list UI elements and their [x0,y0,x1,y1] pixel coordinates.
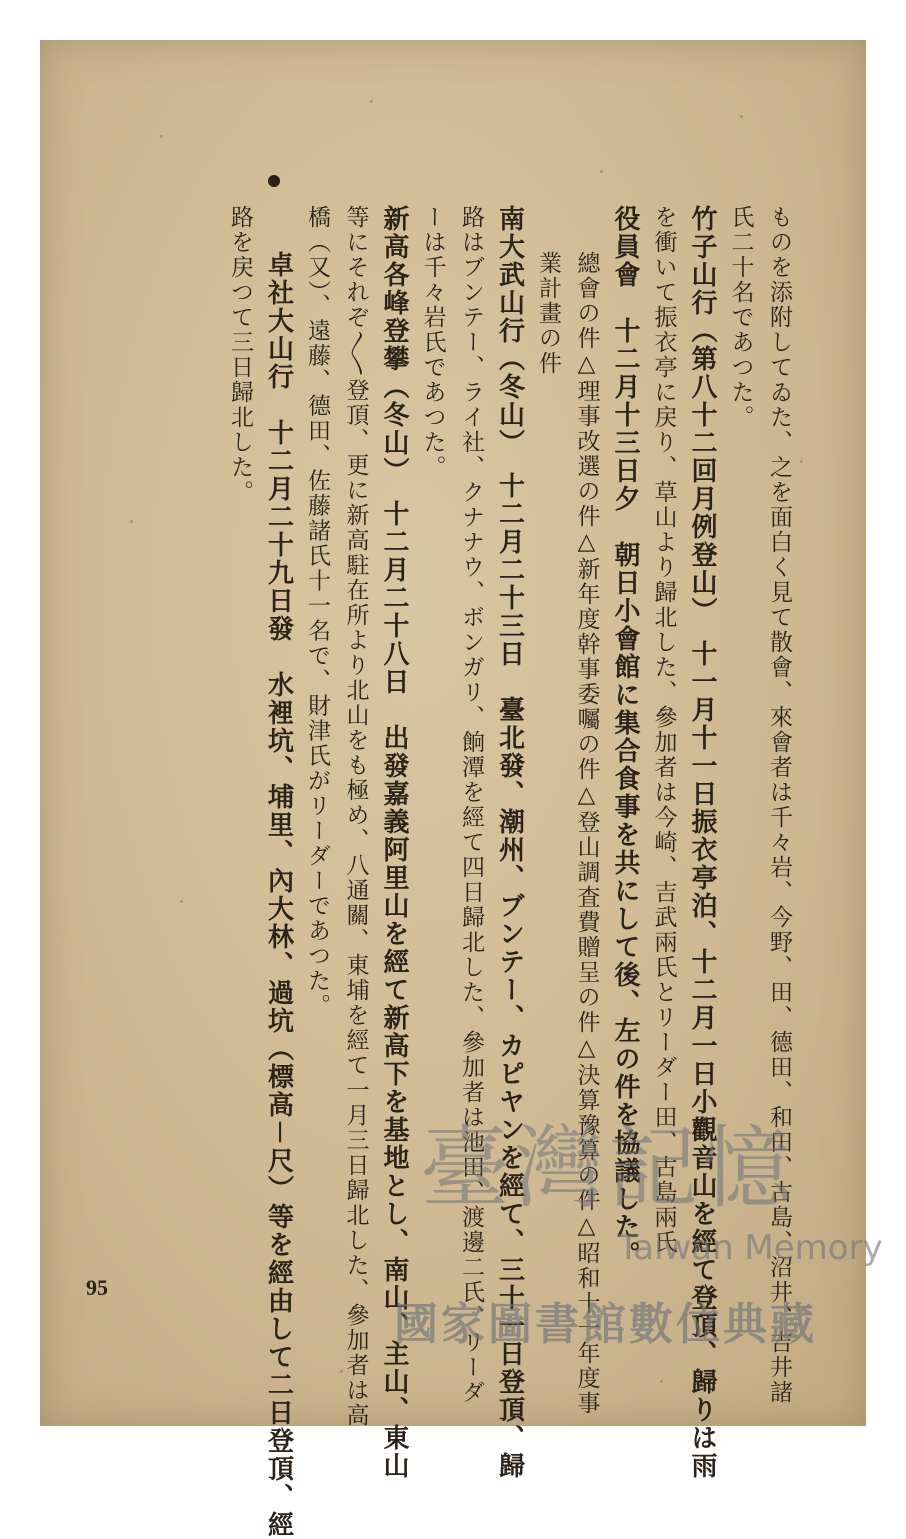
watermark-subtitle: 國家圖書館數位典藏 [394,1299,817,1350]
text-line: 橋（又）、遠藤、德田、佐藤諸氏十一名で、財津氏がリーダーであつた。 [304,205,330,1019]
watermark-title: 臺灣記憶 [420,1116,796,1221]
text-line: 等にそれぞ〳〵登頂、更に新高駐在所より北山をも極め、八通關、東埔を經て一月三日歸北した、參加者は高 [342,205,369,1428]
paper-speck [800,460,803,463]
text-line: 氏二十名であつた。 [727,205,754,430]
paper-speck [160,135,163,138]
text-line: を衝いて振衣亭に戻り、草山より歸北した、參加者は今崎、吉武兩氏とリーダー田、古島兩氏 [650,205,677,1255]
text-line-heading: 卓社大山行 十二月二十九日發 水裡坑、埔里、內大林、過坑（標高－尺）等を經由して二日登頂、經 [263,251,294,1539]
paper-speck [740,115,743,118]
paper-speck [600,170,603,173]
paper-speck [660,1380,663,1383]
paper-speck [130,520,133,523]
text-line-heading: 竹子山行（第八十二回月例登山） 十一月十一日振衣亭泊、十二月一日小觀音山を經て登頂、歸りは雨 [687,205,717,1480]
ink-dot [268,175,280,187]
text-line-heading: 役員會 十二月十三日夕 朝日小會館に集合食事を共にして後、左の件を協議した。 [610,205,640,1269]
text-line: 總會の件△理事改選の件△新年度幹事委囑の件△登山調査費贈呈の件△決算豫算の件△昭和十一年度事 [573,251,600,1416]
watermark-subtitle-en: Taiwan Memory [618,1228,883,1268]
text-line: ものを添附してゐた、之を面白く見て散會、來會者は千々岩、今野、田、德田、和田、古島、沼井、吉井諸 [766,205,792,1405]
page-number: 95 [86,1275,108,1300]
text-line-heading: 南大武山行（冬山） 十二月二十三日 臺北發、潮州、ブンテー、カピヤンを經て、三十一日登頂、歸 [494,205,525,1480]
text-line: ーは千々岩氏であつた。 [419,205,446,480]
text-line: 路はブンテー、ライ社、クナナウ、ボンガリ、餉潭を經て四日歸北した、參加者は池田、渡邊二氏、リーダ [458,205,484,1405]
text-line: 業計畫の件 [535,251,561,376]
text-line-heading: 新高各峰登攀（冬山） 十二月二十八日 出發嘉義阿里山を經て新高下を基地とし、南山、主山、東山 [379,205,409,1480]
paper-speck [370,100,373,103]
text-line: 路を戻つて三日歸北した。 [227,205,253,505]
paper-speck [180,900,183,903]
